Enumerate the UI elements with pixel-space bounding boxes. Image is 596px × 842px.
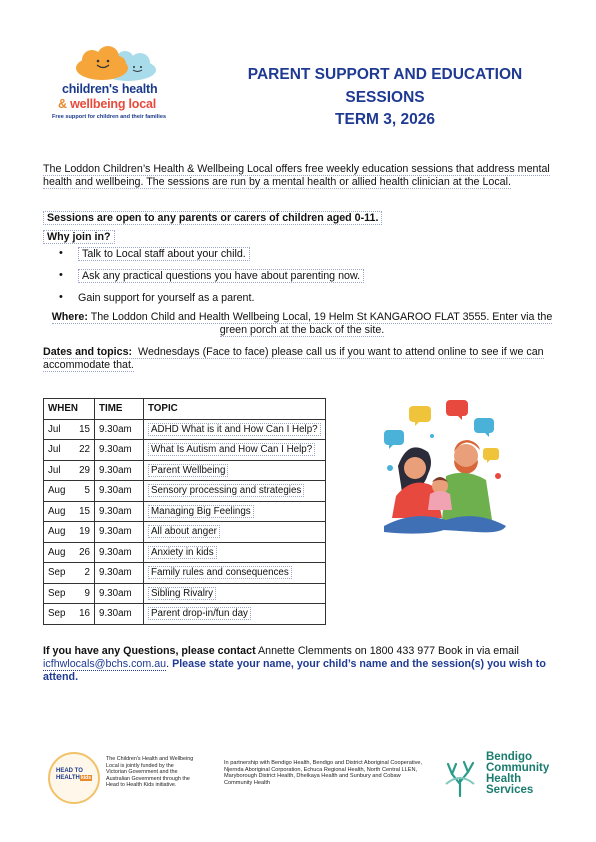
table-header-row	[44, 399, 326, 420]
reason-text: Gain support for yourself as a parent.	[78, 292, 255, 304]
day: 15	[79, 423, 90, 435]
time-cell: 9.30am	[95, 604, 144, 625]
eligibility-text: Sessions are open to any parents or carers of children aged 0-11.	[43, 211, 382, 225]
when-cell	[44, 563, 95, 584]
tree-icon	[438, 754, 482, 798]
month: Jul	[48, 423, 61, 435]
day: 19	[79, 526, 90, 538]
bchs-logo	[438, 752, 558, 800]
header-time: TIME	[95, 399, 144, 420]
topic-text: What Is Autism and How Can I Help?	[148, 443, 315, 456]
topic-cell	[144, 542, 326, 563]
day: 16	[79, 608, 90, 620]
why-heading	[43, 231, 553, 244]
month: Sep	[48, 587, 66, 599]
badge-kids: kids	[81, 775, 92, 781]
intro-text: The Loddon Children’s Health & Wellbeing Local offers free weekly education sessions that address mental health and wellbeing. The sessions are run by a mental health or allied health clinician at the Local.	[43, 163, 550, 188]
bchs-line3: Health	[486, 773, 522, 785]
topic-cell	[144, 563, 326, 584]
topic-text: Parent Wellbeing	[148, 464, 228, 477]
topic-text: Family rules and consequences	[148, 566, 292, 579]
day: 2	[84, 567, 90, 579]
day: 29	[79, 464, 90, 476]
why-heading-text: Why join in?	[43, 230, 115, 244]
page-title-line1: PARENT SUPPORT AND EDUCATION	[247, 66, 523, 83]
logo-line2-rest: wellbeing local	[66, 97, 157, 111]
logo-line2	[58, 97, 156, 111]
cloud-icon	[70, 46, 165, 82]
time-cell: 9.30am	[95, 563, 144, 584]
day: 22	[79, 444, 90, 456]
contact-email-link[interactable]: icfhwlocals@bchs.com.au	[43, 658, 167, 670]
topic-cell	[144, 440, 326, 461]
when-cell	[44, 501, 95, 522]
contact-lead: If you have any Questions, please contact	[43, 645, 256, 657]
topic-text: Anxiety in kids	[148, 546, 217, 559]
contact-block: If you have any Questions, please contact Annette Clemments on 1800 433 977 Book in via email icfhwlocals@bchs.com.au. Please state your name, your child’s name and the session(s) you wish to attend.	[43, 645, 546, 683]
time-cell: 9.30am	[95, 440, 144, 461]
bullet: •	[59, 269, 63, 281]
table-row	[44, 542, 326, 563]
funding-text: The Children's Health and Wellbeing Local is jointly funded by the Victorian Government and the Australian Government through the Head to Health Kids initiative.	[106, 756, 194, 789]
month: Aug	[48, 505, 66, 517]
table-row	[44, 460, 326, 481]
table-row	[44, 501, 326, 522]
logo-tagline: Free support for children and their families	[52, 114, 167, 120]
chwl-logo	[52, 44, 202, 124]
badge-line1: HEAD TO	[56, 768, 83, 774]
time-cell: 9.30am	[95, 583, 144, 604]
time-cell: 9.30am	[95, 419, 144, 440]
table-row	[44, 440, 326, 461]
table-row	[44, 481, 326, 502]
day: 15	[79, 505, 90, 517]
when-cell	[44, 604, 95, 625]
month: Sep	[48, 608, 66, 620]
when-cell	[44, 419, 95, 440]
month: Aug	[48, 526, 66, 538]
when-cell	[44, 460, 95, 481]
month: Aug	[48, 546, 66, 558]
table-row	[44, 563, 326, 584]
when-cell	[44, 481, 95, 502]
reason-text: Talk to Local staff about your child.	[78, 247, 250, 261]
time-cell: 9.30am	[95, 522, 144, 543]
topic-cell	[144, 501, 326, 522]
dates-text: Wednesdays (Face to face) please call us if you want to attend online to see if we can accommodate that.	[43, 346, 544, 371]
day: 5	[84, 485, 90, 497]
topic-text: ADHD What is it and How Can I Help?	[148, 423, 321, 436]
bchs-line4: Services	[486, 784, 534, 796]
when-cell	[44, 440, 95, 461]
month: Jul	[48, 444, 61, 456]
list-item	[43, 270, 364, 292]
bchs-line1: Bendigo	[486, 751, 532, 763]
where-text: The Loddon Child and Health Wellbeing Local, 19 Helm St KANGAROO FLAT 3555. Enter via the green porch at the back of the site.	[90, 311, 553, 336]
bullet: •	[59, 291, 63, 303]
page-title-line2: SESSIONS	[345, 89, 425, 106]
day: 9	[84, 587, 90, 599]
schedule-table	[43, 398, 326, 625]
table-row	[44, 604, 326, 625]
topic-text: Sibling Rivalry	[148, 587, 216, 600]
contact-tail: Please state your name, your child’s name and the session(s) you wish to attend.	[43, 658, 546, 683]
where-block	[48, 311, 556, 337]
time-cell: 9.30am	[95, 501, 144, 522]
table-row	[44, 522, 326, 543]
intro-paragraph	[43, 163, 553, 189]
list-item	[43, 248, 364, 270]
time-cell: 9.30am	[95, 460, 144, 481]
topic-cell	[144, 583, 326, 604]
topic-cell	[144, 460, 326, 481]
when-cell	[44, 542, 95, 563]
dates-block	[43, 346, 553, 372]
reasons-list	[43, 248, 364, 314]
topic-text: Parent drop-in/fun day	[148, 607, 251, 620]
month: Sep	[48, 567, 66, 579]
logo-amp: &	[58, 97, 67, 111]
topic-text: Managing Big Feelings	[148, 505, 254, 518]
head-to-health-badge	[48, 752, 100, 804]
time-cell: 9.30am	[95, 542, 144, 563]
partnership-text: In partnership with Bendigo Health, Bendigo and District Aboriginal Cooperative, Njernda Aboriginal Corporation, Echuca Regional Health, North Central LLEN, Maryborough District Health, Dhelkaya Health and Sunbury and Cobaw Community Health	[224, 760, 423, 786]
contact-name-phone: Annette Clemments on 1800 433 977 Book in via email	[255, 645, 519, 657]
badge-line2: HEALTH	[56, 775, 80, 781]
page-title-line3: TERM 3, 2026	[335, 111, 435, 128]
when-cell	[44, 522, 95, 543]
bullet: •	[59, 247, 63, 259]
topic-text: Sensory processing and strategies	[148, 484, 304, 497]
logo-line1: children's health	[62, 82, 158, 96]
family-illustration	[368, 396, 518, 546]
table-row	[44, 419, 326, 440]
topic-cell	[144, 419, 326, 440]
when-cell	[44, 583, 95, 604]
reason-text: Ask any practical questions you have about parenting now.	[78, 269, 364, 283]
day: 26	[79, 546, 90, 558]
header-when: WHEN	[44, 399, 95, 420]
dates-label: Dates and topics:	[43, 346, 133, 358]
where-label: Where:	[51, 311, 88, 323]
topic-cell	[144, 481, 326, 502]
time-cell: 9.30am	[95, 481, 144, 502]
table-row	[44, 583, 326, 604]
bchs-wordmark	[486, 752, 549, 796]
eligibility-line	[43, 212, 553, 225]
month: Jul	[48, 464, 61, 476]
topic-text: All about anger	[148, 525, 220, 538]
bchs-line2: Community	[486, 762, 550, 774]
topic-cell	[144, 604, 326, 625]
topic-cell	[144, 522, 326, 543]
header-topic: TOPIC	[144, 399, 326, 420]
month: Aug	[48, 485, 66, 497]
